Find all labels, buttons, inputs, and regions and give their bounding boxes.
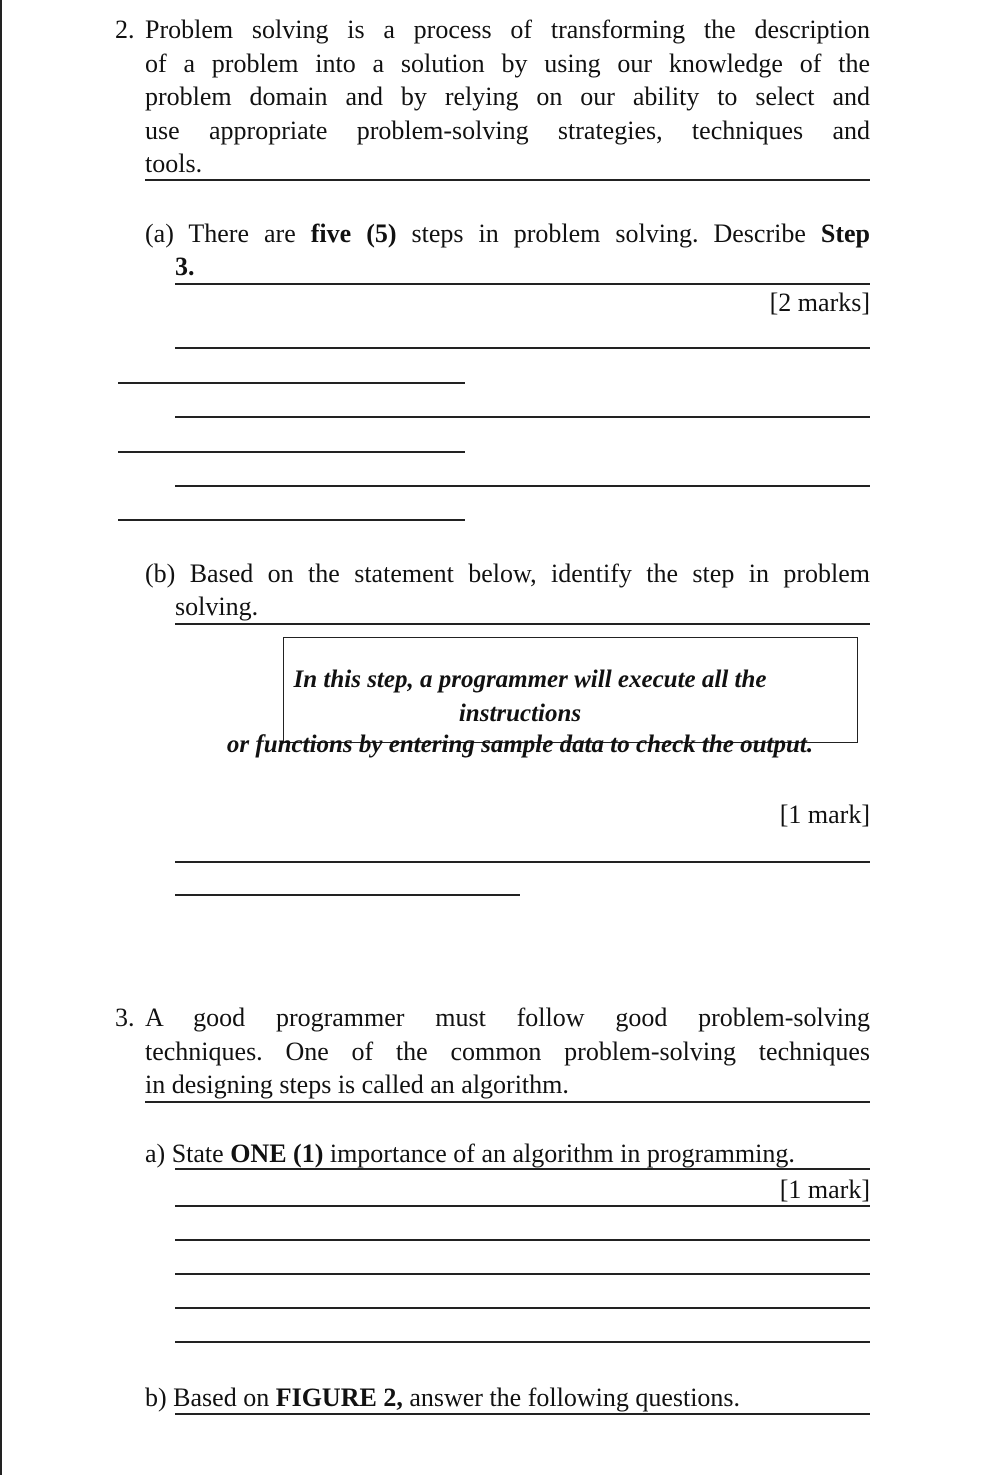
- q2a-question: (a) There are five (5) steps in problem solving. Describe Step: [145, 219, 870, 248]
- answer-line: [175, 1273, 870, 1275]
- statement-line: In this step, a programmer will execute all the: [293, 666, 767, 693]
- answer-line: [175, 416, 870, 418]
- answer-line: [118, 382, 465, 384]
- q2b-question: (b) Based on the statement below, identify the step in problem: [145, 559, 870, 588]
- q2-intro-line: Problem solving is a process of transforming the description: [145, 15, 870, 44]
- answer-line: [145, 179, 870, 181]
- q2a-marks: [2 marks]: [769, 288, 870, 317]
- statement-line: instructions: [458, 700, 582, 727]
- answer-line: [175, 1413, 870, 1415]
- answer-line: [175, 283, 870, 285]
- q2b-marks: [1 mark]: [779, 800, 870, 829]
- q3b-question: b) Based on FIGURE 2, answer the following questions.: [145, 1383, 741, 1412]
- page-edge: [0, 0, 2, 1475]
- q3-number: 3.: [115, 1003, 135, 1032]
- answer-line: [175, 485, 870, 487]
- q2-intro-line: problem domain and by relying on our ability to select and: [145, 82, 870, 111]
- q3-intro-line: techniques. One of the common problem-solving techniques: [145, 1037, 870, 1066]
- q2-intro-line: use appropriate problem-solving strategies, techniques and: [145, 116, 870, 145]
- answer-line: [175, 1205, 870, 1207]
- q3-intro-line: in designing steps is called an algorithm.: [145, 1070, 569, 1099]
- answer-line: [175, 1307, 870, 1309]
- answer-line: [175, 347, 870, 349]
- q2b-question-cont: solving.: [175, 592, 259, 621]
- answer-line: [175, 1168, 870, 1170]
- answer-line: [175, 894, 520, 896]
- q3a-marks: [1 mark]: [779, 1175, 870, 1204]
- answer-line: [118, 519, 465, 521]
- answer-line: [175, 623, 870, 625]
- q3-intro-line: A good programmer must follow good problem-solving: [145, 1003, 870, 1032]
- q2-intro-line: of a problem into a solution by using our knowledge of the: [145, 49, 870, 78]
- answer-line: [175, 1239, 870, 1241]
- q2-intro-line: tools.: [145, 149, 203, 178]
- answer-line: [145, 1101, 870, 1103]
- statement-line: or functions by entering sample data to check the output.: [226, 731, 814, 758]
- answer-line: [175, 1341, 870, 1343]
- answer-line: [118, 451, 465, 453]
- answer-line: [175, 861, 870, 863]
- q3a-question: a) State ONE (1) importance of an algorithm in programming.: [145, 1139, 795, 1168]
- q2a-step: 3.: [175, 252, 195, 281]
- q2-number: 2.: [115, 15, 135, 44]
